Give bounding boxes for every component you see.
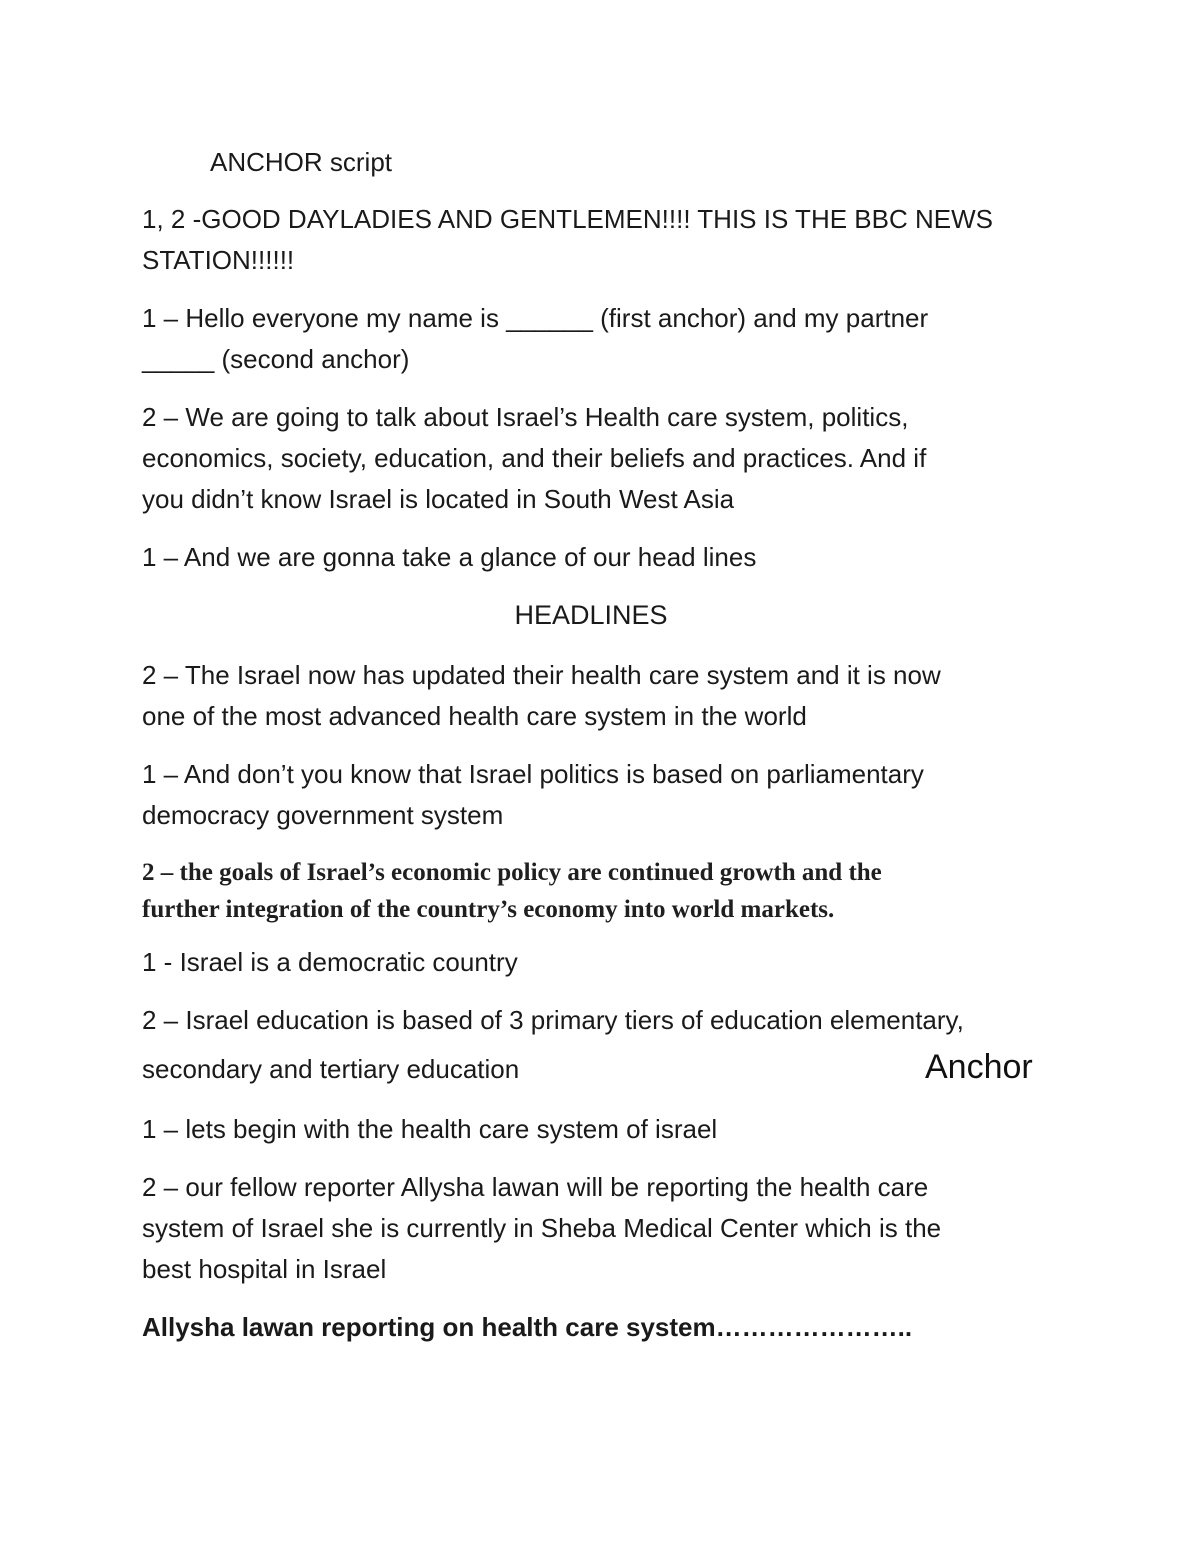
anchor-label: Anchor — [925, 1048, 1033, 1086]
headlines-heading: HEADLINES — [514, 600, 668, 630]
reporter-line-2: system of Israel she is currently in Sheba Medical Center which is the — [142, 1213, 942, 1243]
headline-democratic-line: 1 - Israel is a democratic country — [142, 947, 518, 977]
headline-health-line-1: 2 – The Israel now has updated their health care system and it is now — [142, 660, 941, 690]
headline-education-line-2: secondary and tertiary education — [142, 1054, 520, 1084]
document-title: ANCHOR script — [210, 147, 393, 177]
reporter-line-3: best hospital in Israel — [142, 1254, 387, 1284]
headline-health-line-2: one of the most advanced health care system in the world — [142, 701, 807, 731]
topics-line-2: economics, society, education, and their beliefs and practices. And if — [142, 443, 927, 473]
opening-line-1: 1, 2 -GOOD DAYLADIES AND GENTLEMEN!!!! THIS IS THE BBC NEWS — [142, 204, 993, 234]
glance-line: 1 – And we are gonna take a glance of our head lines — [142, 542, 757, 572]
begin-line: 1 – lets begin with the health care system of israel — [142, 1114, 718, 1144]
opening-line-2: STATION!!!!!! — [142, 245, 295, 275]
headline-politics-line-1: 1 – And don’t you know that Israel politics is based on parliamentary — [142, 759, 924, 789]
reporter-line-1: 2 – our fellow reporter Allysha lawan will be reporting the health care — [142, 1172, 929, 1202]
headline-politics-line-2: democracy government system — [142, 800, 504, 830]
headline-economy-line-2: further integration of the country’s economy into world markets. — [142, 896, 835, 923]
closing-line: Allysha lawan reporting on health care system………………….. — [142, 1312, 913, 1342]
headline-education-line-1: 2 – Israel education is based of 3 primary tiers of education elementary, — [142, 1005, 964, 1035]
intro-line-2: _____ (second anchor) — [142, 344, 410, 374]
headline-economy-line-1: 2 – the goals of Israel’s economic policy are continued growth and the — [142, 859, 882, 886]
intro-line-1: 1 – Hello everyone my name is ______ (first anchor) and my partner — [142, 303, 929, 333]
topics-line-1: 2 – We are going to talk about Israel’s Health care system, politics, — [142, 402, 909, 432]
topics-line-3: you didn’t know Israel is located in South West Asia — [142, 484, 735, 514]
